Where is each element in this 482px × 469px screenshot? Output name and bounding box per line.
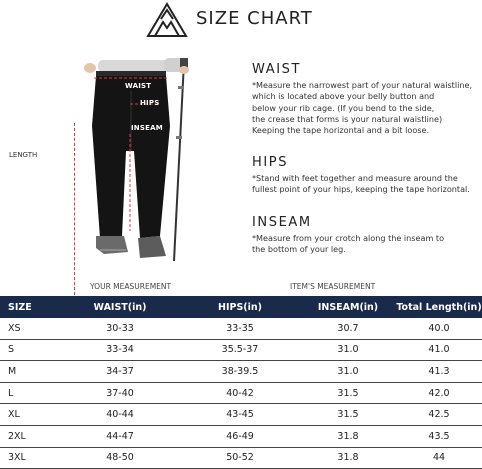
model-figure (0, 56, 250, 272)
inseam-heading: INSEAM (252, 215, 312, 230)
inseam-marker-label: INSEAM (131, 124, 163, 132)
hips-heading: HIPS (252, 155, 289, 170)
cell-hips: 43-45 (180, 404, 300, 426)
header-size: SIZE (0, 296, 60, 318)
hips-section (252, 155, 482, 196)
header-total-length: Total Length(in) (396, 296, 482, 318)
table-row (0, 447, 482, 469)
table-row (0, 318, 482, 339)
cell-hips: 46-49 (180, 425, 300, 447)
table-header-row (0, 296, 482, 318)
inseam-section (252, 215, 482, 256)
cell-length: 44 (396, 447, 482, 469)
cell-waist: 30-33 (60, 318, 180, 339)
cell-inseam: 31.0 (300, 339, 396, 361)
cell-size: XS (0, 318, 60, 339)
cell-length: 42.5 (396, 404, 482, 426)
waist-marker-label: WAIST (125, 82, 152, 90)
hips-marker-label: HIPS (140, 99, 160, 107)
cell-hips: 35.5-37 (180, 339, 300, 361)
cell-size: 3XL (0, 447, 60, 469)
header (0, 0, 482, 40)
length-label: LENGTH (9, 151, 38, 159)
your-measurement-caption: YOUR MEASUREMENT (90, 282, 172, 291)
cell-hips: 50-52 (180, 447, 300, 469)
cell-length: 43.5 (396, 425, 482, 447)
cell-length: 42.0 (396, 382, 482, 404)
table-row (0, 361, 482, 383)
header-inseam: INSEAM(in) (300, 296, 396, 318)
cell-inseam: 31.8 (300, 425, 396, 447)
cell-waist: 33-34 (60, 339, 180, 361)
table-row (0, 404, 482, 426)
table-row (0, 425, 482, 447)
header-waist: WAIST(in) (60, 296, 180, 318)
cell-waist: 48-50 (60, 447, 180, 469)
waist-description: *Measure the narrowest part of your natural waistline, which is located above your belly button and below your rib cage. (If you bend to the side, the crease that forms is your natural waistline) Keeping the tape horizontal and a bit loose. (252, 80, 473, 136)
cell-waist: 40-44 (60, 404, 180, 426)
cell-length: 40.0 (396, 318, 482, 339)
cell-size: 2XL (0, 425, 60, 447)
size-table (0, 296, 482, 469)
cell-size: S (0, 339, 60, 361)
cell-hips: 33-35 (180, 318, 300, 339)
cell-inseam: 31.5 (300, 382, 396, 404)
mountain-logo-icon (146, 2, 188, 38)
cell-size: L (0, 382, 60, 404)
waist-heading: WAIST (252, 62, 302, 77)
cell-waist: 44-47 (60, 425, 180, 447)
cell-inseam: 31.8 (300, 447, 396, 469)
table-row (0, 382, 482, 404)
page-title: SIZE CHART (196, 8, 313, 29)
cell-length: 41.0 (396, 339, 482, 361)
inseam-description: *Measure from your crotch along the inseam to the bottom of your leg. (252, 233, 445, 255)
items-measurement-caption: ITEM'S MEASUREMENT (290, 282, 376, 291)
cell-hips: 38-39.5 (180, 361, 300, 383)
hips-description: *Stand with feet together and measure around the fullest point of your hips, keeping the tape horizontal. (252, 173, 470, 195)
cell-hips: 40-42 (180, 382, 300, 404)
waist-section (252, 62, 482, 136)
cell-waist: 37-40 (60, 382, 180, 404)
cell-size: XL (0, 404, 60, 426)
cell-size: M (0, 361, 60, 383)
cell-inseam: 31.5 (300, 404, 396, 426)
cell-inseam: 30.7 (300, 318, 396, 339)
cell-inseam: 31.0 (300, 361, 396, 383)
cell-length: 41.3 (396, 361, 482, 383)
header-hips: HIPS(in) (180, 296, 300, 318)
cell-waist: 34-37 (60, 361, 180, 383)
table-row (0, 339, 482, 361)
